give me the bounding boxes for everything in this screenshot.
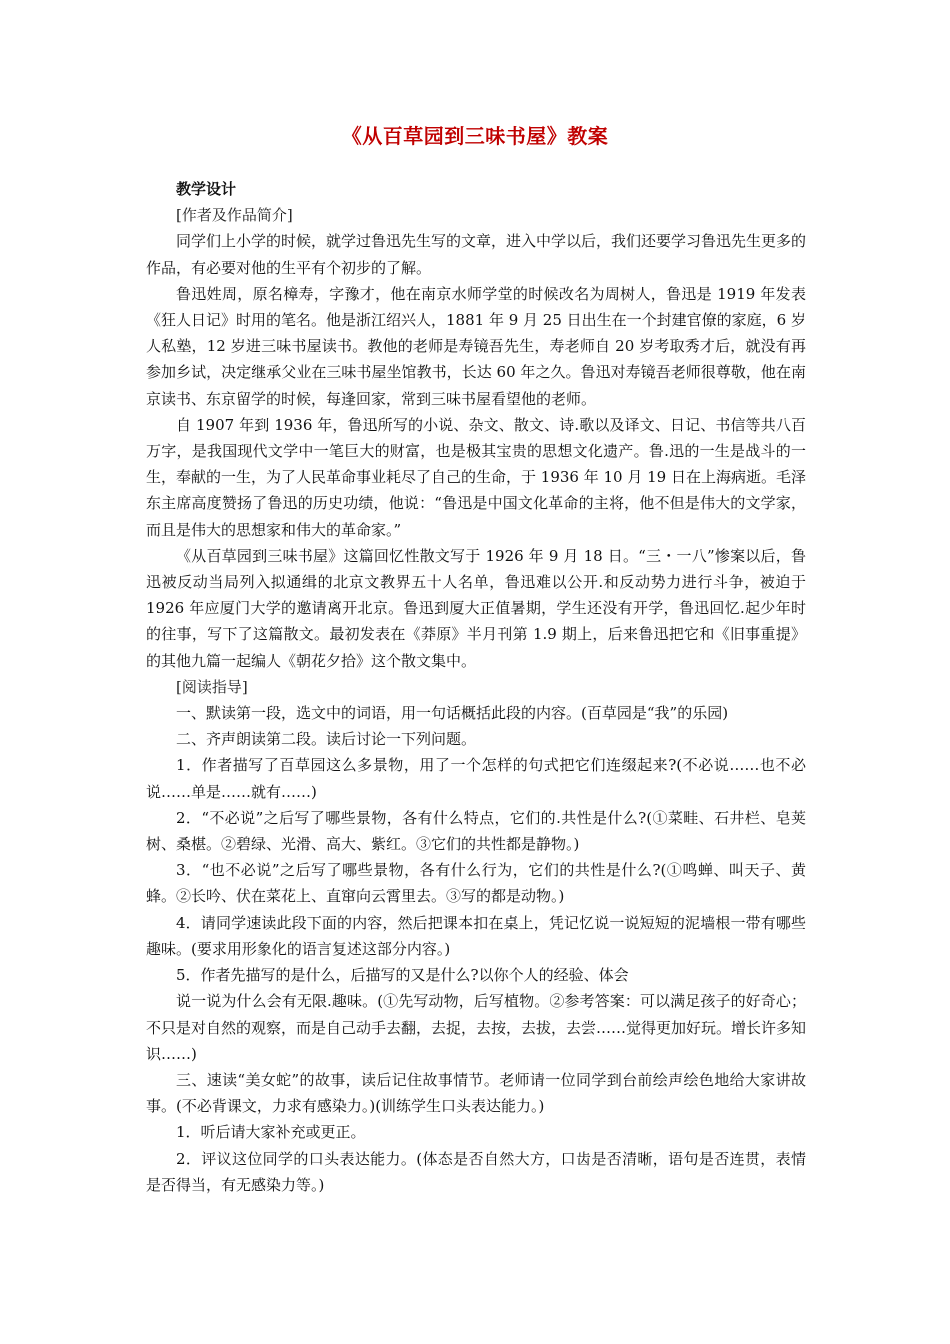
subheading-reading-guide: [阅读指导]	[176, 677, 248, 696]
paragraph: 2．评议这位同学的口头表达能力。(体态是否自然大方，口齿是否清晰，语句是否连贯，表情是否得当，有无感染力等。)	[146, 1149, 806, 1194]
subheading-author-intro: [作者及作品简介]	[176, 206, 293, 225]
section-title: 教学设计	[176, 180, 237, 198]
paragraph: 鲁迅姓周，原名樟寿，字豫才，他在南京水师学堂的时候改名为周树人，鲁迅是 1919 年发表《狂人日记》时用的笔名。他是浙江绍兴人，1881 年 9 月 25 日出生在一个封建官僚的家庭，6 岁人私塾，12 岁进三味书屋读书。教他的老师是寿镜吾先生，寿老师自 20 岁考取秀才后，就没有再参加乡试，决定继承父业在三味书屋坐馆教书，长达 60 年之久。鲁迅对寿镜吾老师很尊敬，他在南京读书、东京留学的时候，每逢回家，常到三味书屋看望他的老师。	[146, 284, 806, 408]
paragraph: 说一说为什么会有无限.趣味。(①先写动物，后写植物。②参考答案：可以满足孩子的好奇心；不只是对自然的观察，而是自己动手去翻，去捉，去按，去拔，去尝……觉得更加好玩。增长许多知识……)	[146, 992, 807, 1063]
paragraph: 一、默读第一段，选文中的词语，用一句话概括此段的内容。(百草园是“我”的乐园)	[176, 704, 729, 723]
paragraph: 三、速读“美女蛇”的故事，读后记住故事情节。老师请一位同学到台前绘声绘色地给大家讲故事。(不必背课文，力求有感染力。)(训练学生口头表达能力。)	[146, 1070, 806, 1116]
paragraph: 同学们上小学的时候，就学过鲁迅先生写的文章，进入中学以后，我们还要学习鲁迅先生更多的作品，有必要对他的生平有个初步的了解。	[146, 232, 807, 277]
document-title: 《从百草园到三味书屋》教案	[341, 124, 609, 148]
paragraph: 3．“也不必说”之后写了哪些景物，各有什么行为，它们的共性是什么?(①鸣蝉、叫天子、黄蜂。②长吟、伏在菜花上、直窜向云霄里去。③写的都是动物。)	[146, 861, 806, 906]
paragraph: 《从百草园到三味书屋》这篇回忆性散文写于 1926 年 9 月 18 日。“三・一八”惨案以后，鲁迅被反动当局列入拟通缉的北京文教界五十人名单，鲁迅难以公开.和反动势力进行斗争，被迫于 1926 年应厦门大学的邀请离开北京。鲁迅到厦大正值暑期，学生还没有开学，鲁迅回忆.起少年时的往事，写下了这篇散文。最初发表在《莽原》半月刊第 1.9 期上，后来鲁迅把它和《旧事重提》的其他九篇一起编人《朝花夕拾》这个散文集中。	[146, 546, 806, 670]
paragraph: 1．听后请大家补充或更正。	[176, 1123, 366, 1142]
paragraph: 二、齐声朗读第二段。读后讨论一下列问题。	[176, 730, 477, 749]
paragraph: 4．请同学速读此段下面的内容，然后把课本扣在桌上，凭记忆说一说短短的泥墙根一带有哪些趣味。(要求用形象化的语言复述这部分内容。)	[146, 913, 806, 958]
document-body	[146, 176, 806, 1198]
paragraph: 2．“不必说”之后写了哪些景物，各有什么特点，它们的.共性是什么?(①菜畦、石井栏、皂荚树、桑椹。②碧绿、光滑、高大、紫红。③它们的共性都是静物。)	[146, 808, 806, 854]
paragraph: 5．作者先描写的是什么，后描写的又是什么?以你个人的经验、体会	[176, 966, 629, 985]
paragraph: 自 1907 年到 1936 年，鲁迅所写的小说、杂文、散文、诗.歌以及译文、日记、书信等共八百万字，是我国现代文学中一笔巨大的财富，也是极其宝贵的思想文化遗产。鲁.迅的一生是战斗的一生，奉献的一生，为了人民革命事业耗尽了自己的生命，于 1936 年 10 月 19 日在上海病逝。毛泽东主席高度赞扬了鲁迅的历史功绩，他说：“鲁迅是中国文化革命的主将，他不但是伟大的文学家，而且是伟大的思想家和伟大的革命家。”	[146, 415, 806, 539]
paragraph: 1．作者描写了百草园这么多景物，用了一个怎样的句式把它们连缀起来?(不必说……也不必说……单是……就有……)	[146, 756, 806, 801]
